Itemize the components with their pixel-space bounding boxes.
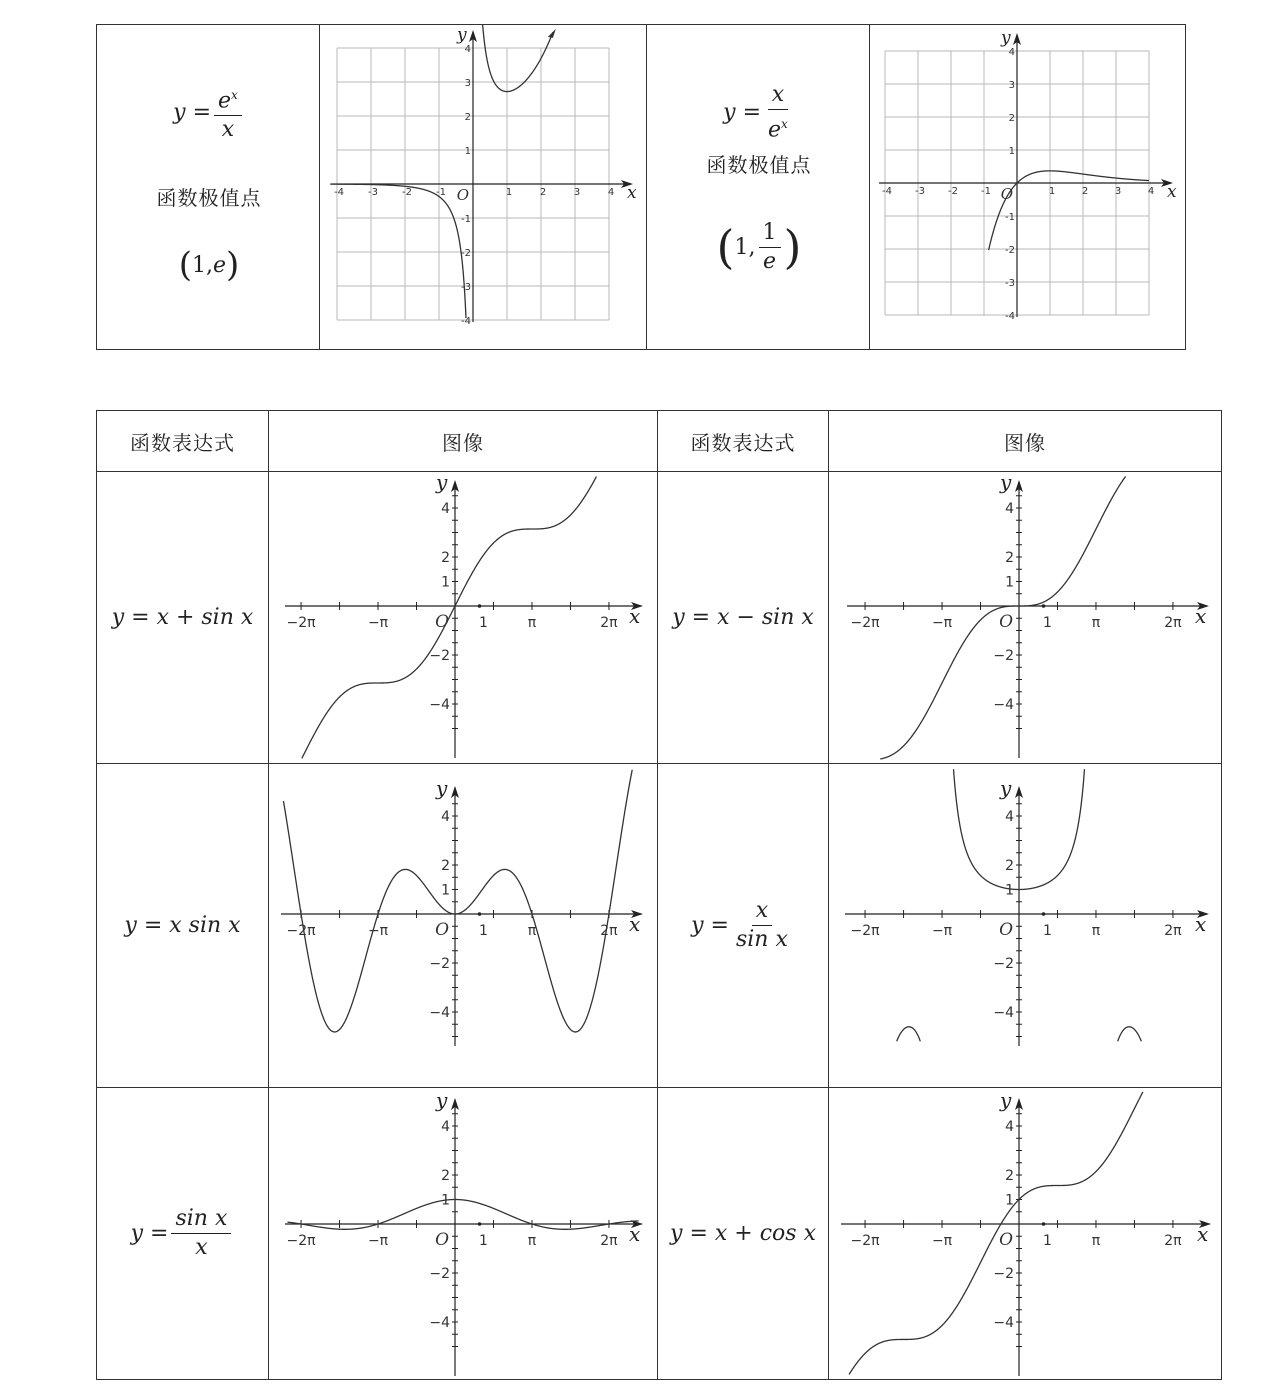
y-tick-label: 2 bbox=[1005, 858, 1014, 874]
x-axis-label: x bbox=[627, 183, 637, 203]
formula-rhs: x − sin x bbox=[717, 605, 814, 630]
formula-sin-over-x bbox=[96, 1087, 269, 1380]
x-tick-label: 1 bbox=[1043, 615, 1052, 631]
curve-arrow bbox=[548, 29, 556, 38]
exponent: x bbox=[781, 117, 788, 131]
x-tick-label: 2 bbox=[1081, 186, 1089, 197]
x-tick-label: 2π bbox=[1164, 1233, 1182, 1249]
graph-cell-x-over-sin bbox=[828, 763, 1222, 1088]
formula-rhs: x + cos x bbox=[714, 1221, 816, 1246]
x-tick-dot bbox=[1042, 1222, 1046, 1226]
formula-lhs: y bbox=[672, 605, 685, 630]
chart-exp-over-x bbox=[320, 25, 646, 349]
x-tick-label: -4 bbox=[334, 187, 344, 198]
x-tick-label: 2π bbox=[600, 615, 618, 631]
y-tick-label: −2 bbox=[993, 1266, 1014, 1282]
y-tick-label: 1 bbox=[441, 882, 450, 899]
x-tick-label: 3 bbox=[1114, 186, 1122, 197]
formula-lhs: y = bbox=[723, 100, 762, 126]
x-tick-label: -3 bbox=[915, 186, 925, 197]
graph-cell-x-plus-cos bbox=[828, 1087, 1222, 1380]
y-tick-label: −2 bbox=[993, 956, 1014, 972]
y-tick-label: 2 bbox=[441, 1168, 450, 1184]
x-tick-label: π bbox=[527, 1233, 537, 1249]
exponent: x bbox=[231, 88, 238, 102]
y-tick-label: 4 bbox=[441, 809, 450, 825]
formula-lhs: y bbox=[124, 913, 137, 938]
x-axis-label: x bbox=[1167, 182, 1177, 202]
formula-x-over-exp bbox=[647, 83, 871, 142]
origin-label: O bbox=[456, 186, 469, 204]
equals-sign: = bbox=[131, 605, 150, 630]
x-tick-label: −2π bbox=[286, 923, 316, 939]
x-tick-label: π bbox=[1091, 615, 1101, 631]
origin-label: O bbox=[999, 612, 1013, 632]
function-curve bbox=[330, 25, 553, 318]
origin-label: O bbox=[1000, 185, 1013, 203]
y-tick-label: 1 bbox=[441, 574, 450, 591]
numerator: x bbox=[768, 83, 788, 110]
y-axis-label: y bbox=[1000, 776, 1012, 800]
y-tick-label: 4 bbox=[1005, 809, 1014, 825]
y-tick-label: −4 bbox=[993, 697, 1014, 713]
header-formula-1: 函数表达式 bbox=[96, 410, 269, 472]
formula-lhs: y bbox=[670, 1221, 683, 1246]
numerator: x bbox=[752, 899, 772, 926]
y-tick-label: 4 bbox=[464, 44, 471, 55]
x-tick-label: -4 bbox=[882, 186, 892, 197]
origin-label: O bbox=[435, 1230, 449, 1250]
y-axis-label: y bbox=[436, 472, 448, 494]
y-tick-label: -4 bbox=[1005, 311, 1015, 322]
y-tick-label: −4 bbox=[429, 1315, 450, 1331]
x-tick-label: 3 bbox=[573, 187, 581, 198]
formula-x-over-sin bbox=[657, 763, 829, 1088]
header-graph-1: 图像 bbox=[268, 410, 658, 472]
x-tick-label: 1 bbox=[1043, 1233, 1052, 1249]
x-tick-label: 1 bbox=[479, 615, 488, 631]
x-tick-label: −2π bbox=[286, 1233, 316, 1249]
y-tick-label: 1 bbox=[1005, 574, 1014, 591]
equals-sign: = bbox=[691, 605, 711, 630]
y-axis-label: y bbox=[436, 1088, 448, 1112]
x-tick-label: −2π bbox=[850, 1233, 880, 1249]
x-tick-label: 2π bbox=[600, 923, 618, 939]
x-tick-label: 1 bbox=[1043, 923, 1052, 939]
x-tick-label: π bbox=[527, 615, 537, 631]
y-tick-label: -2 bbox=[1005, 245, 1015, 256]
paren-open: ( bbox=[178, 245, 192, 285]
y-tick-label: -2 bbox=[461, 248, 471, 259]
origin-label: O bbox=[435, 920, 449, 940]
x-tick-dot bbox=[1042, 912, 1046, 916]
function-curve bbox=[283, 770, 632, 1032]
formula-x-minus-sin bbox=[657, 471, 829, 764]
chart-x-times-sin bbox=[269, 764, 657, 1087]
denominator: e bbox=[768, 117, 782, 143]
x-tick-label: -1 bbox=[981, 186, 991, 197]
x-tick-label: 4 bbox=[1147, 186, 1155, 197]
x-tick-label: −2π bbox=[850, 615, 880, 631]
y-tick-label: 2 bbox=[441, 550, 450, 566]
chart-x-plus-cos bbox=[829, 1088, 1221, 1379]
y-tick-label: -1 bbox=[461, 214, 471, 225]
formula-lhs: y = bbox=[173, 100, 212, 126]
top-right-formula-cell bbox=[646, 24, 870, 350]
formula-lhs: y = bbox=[691, 913, 729, 938]
x-axis-label: x bbox=[1195, 912, 1207, 936]
x-tick-label: 1 bbox=[505, 187, 513, 198]
y-tick-label: 4 bbox=[1005, 1119, 1014, 1135]
x-tick-label: -3 bbox=[368, 187, 378, 198]
x-tick-label: 2π bbox=[600, 1233, 618, 1249]
y-tick-label: -1 bbox=[1005, 212, 1015, 223]
frac-denominator: e bbox=[762, 248, 777, 274]
graph-cell-sin-over-x bbox=[268, 1087, 658, 1380]
x-tick-dot bbox=[478, 1222, 482, 1226]
formula-x-times-sin bbox=[96, 763, 269, 1088]
x-tick-label: −π bbox=[367, 1233, 389, 1249]
function-curve bbox=[302, 477, 597, 759]
x-tick-dot bbox=[478, 604, 482, 608]
formula-exp-over-x bbox=[97, 83, 321, 142]
y-tick-label: 2 bbox=[1005, 550, 1014, 566]
x-tick-label: −π bbox=[931, 1233, 953, 1249]
numerator: sin x bbox=[171, 1207, 231, 1234]
x-tick-label: π bbox=[1091, 1233, 1101, 1249]
y-tick-label: 1 bbox=[1008, 146, 1015, 157]
extremum-point bbox=[97, 245, 321, 285]
extremum-y: e bbox=[212, 252, 227, 278]
chart-sin-over-x bbox=[269, 1088, 657, 1379]
x-tick-label: π bbox=[1091, 923, 1101, 939]
top-left-formula-cell bbox=[96, 24, 320, 350]
denominator: x bbox=[195, 1235, 208, 1260]
top-left-graph-cell bbox=[319, 24, 647, 350]
x-tick-dot bbox=[1042, 604, 1046, 608]
chart-x-over-exp bbox=[870, 25, 1185, 349]
y-tick-label: -3 bbox=[461, 282, 471, 293]
y-axis-label: y bbox=[436, 776, 448, 800]
graph-cell-x-plus-sin bbox=[268, 471, 658, 764]
formula-rhs: x + sin x bbox=[156, 605, 254, 630]
frac-numerator: 1 bbox=[759, 221, 781, 248]
y-tick-label: 4 bbox=[1005, 501, 1014, 517]
x-tick-label: −2π bbox=[286, 615, 316, 631]
graph-cell-x-times-sin bbox=[268, 763, 658, 1088]
chart-x-plus-sin bbox=[269, 472, 657, 763]
y-tick-label: 3 bbox=[464, 78, 471, 89]
y-tick-label: 3 bbox=[1008, 80, 1015, 91]
denominator: sin x bbox=[735, 927, 788, 952]
denominator: x bbox=[221, 117, 235, 143]
paren-open: ( bbox=[716, 220, 735, 274]
equals-sign: = bbox=[689, 1221, 708, 1246]
x-tick-label: π bbox=[527, 923, 537, 939]
header-formula-2: 函数表达式 bbox=[657, 410, 829, 472]
top-right-graph-cell bbox=[869, 24, 1186, 350]
y-tick-label: -4 bbox=[461, 316, 471, 327]
x-tick-label: 4 bbox=[607, 187, 615, 198]
function-curve bbox=[287, 1200, 638, 1230]
y-tick-label: 4 bbox=[441, 1119, 450, 1135]
y-tick-label: −4 bbox=[429, 697, 450, 713]
extremum-point bbox=[647, 220, 871, 274]
y-tick-label: 4 bbox=[441, 501, 450, 517]
y-axis-label: y bbox=[1000, 1088, 1012, 1112]
equals-sign: = bbox=[143, 913, 163, 938]
origin-label: O bbox=[999, 920, 1013, 940]
formula-lhs: y bbox=[111, 605, 125, 630]
extremum-label: 函数极值点 bbox=[706, 153, 812, 177]
formula-lhs: y = bbox=[130, 1221, 169, 1246]
y-axis-label: y bbox=[457, 25, 467, 45]
y-tick-label: −2 bbox=[429, 648, 450, 664]
paren-close: ) bbox=[226, 245, 240, 285]
formula-rhs: x sin x bbox=[169, 913, 241, 938]
x-axis-label: x bbox=[629, 912, 641, 936]
x-tick-label: −π bbox=[931, 923, 953, 939]
x-axis-label: x bbox=[1197, 1222, 1209, 1246]
x-tick-label: −π bbox=[367, 923, 389, 939]
x-tick-label: 1 bbox=[479, 1233, 488, 1249]
y-tick-label: −4 bbox=[429, 1005, 450, 1021]
x-tick-dot bbox=[478, 912, 482, 916]
x-tick-label: −π bbox=[931, 615, 953, 631]
x-axis-label: x bbox=[629, 604, 641, 628]
y-tick-label: −2 bbox=[993, 648, 1014, 664]
x-tick-label: 1 bbox=[479, 923, 488, 939]
y-tick-label: −4 bbox=[993, 1315, 1014, 1331]
y-axis-label: y bbox=[1000, 472, 1012, 494]
formula-x-plus-sin bbox=[96, 471, 269, 764]
x-tick-label: 2π bbox=[1164, 615, 1182, 631]
x-tick-label: 2 bbox=[539, 187, 547, 198]
x-axis-label: x bbox=[1195, 604, 1207, 628]
y-tick-label: 2 bbox=[441, 858, 450, 874]
x-tick-label: 2π bbox=[1164, 923, 1182, 939]
x-tick-label: 1 bbox=[1048, 186, 1056, 197]
header-graph-2: 图像 bbox=[828, 410, 1222, 472]
x-tick-label: -1 bbox=[436, 187, 446, 198]
y-tick-label: −2 bbox=[429, 956, 450, 972]
x-tick-label: -2 bbox=[402, 187, 412, 198]
y-tick-label: 1 bbox=[441, 1192, 450, 1209]
y-tick-label: −4 bbox=[993, 1005, 1014, 1021]
y-tick-label: 2 bbox=[1008, 113, 1015, 124]
numerator: e bbox=[218, 88, 232, 114]
y-axis-label: y bbox=[1001, 28, 1011, 48]
extremum-x: 1, bbox=[734, 234, 756, 260]
x-tick-label: -2 bbox=[948, 186, 958, 197]
y-tick-label: −2 bbox=[429, 1266, 450, 1282]
y-tick-label: 2 bbox=[464, 112, 471, 123]
y-tick-label: -3 bbox=[1005, 278, 1015, 289]
graph-cell-x-minus-sin bbox=[828, 471, 1222, 764]
origin-label: O bbox=[435, 612, 449, 632]
chart-x-over-sin bbox=[829, 764, 1221, 1087]
extremum-label: 函数极值点 bbox=[156, 186, 262, 210]
formula-x-plus-cos bbox=[657, 1087, 829, 1380]
y-tick-label: 4 bbox=[1008, 47, 1015, 58]
x-tick-label: −2π bbox=[850, 923, 880, 939]
y-tick-label: 2 bbox=[1005, 1168, 1014, 1184]
x-tick-label: −π bbox=[367, 615, 389, 631]
paren-close: ) bbox=[783, 220, 802, 274]
origin-label: O bbox=[999, 1230, 1013, 1250]
extremum-x: 1, bbox=[191, 252, 213, 278]
chart-x-minus-sin bbox=[829, 472, 1221, 763]
y-tick-label: 1 bbox=[1005, 882, 1014, 899]
y-tick-label: 1 bbox=[1005, 1192, 1014, 1209]
y-tick-label: 1 bbox=[464, 146, 471, 157]
x-axis-label: x bbox=[629, 1222, 641, 1246]
